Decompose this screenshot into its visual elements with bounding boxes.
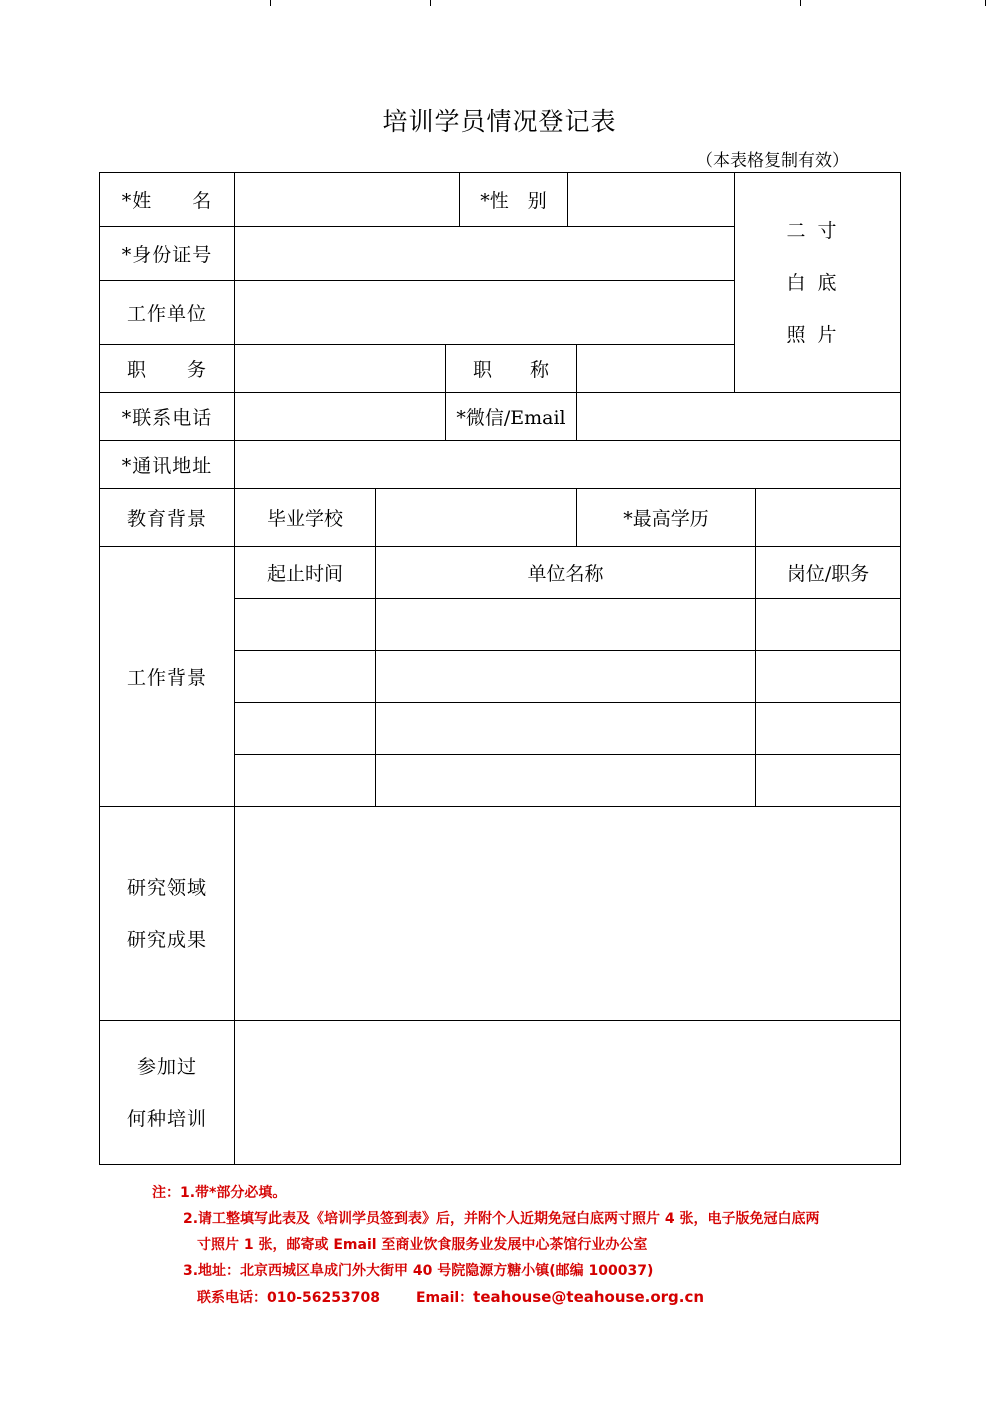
photo-text-3: 照片 — [786, 323, 849, 346]
edge-mark — [270, 0, 271, 6]
post-cell[interactable] — [756, 755, 901, 807]
position-label: 职 务 — [100, 345, 235, 393]
company-cell[interactable] — [376, 703, 756, 755]
page-top-edge — [0, 0, 999, 3]
registration-form — [99, 172, 901, 1165]
post-cell[interactable] — [756, 599, 901, 651]
photo-box[interactable] — [735, 173, 901, 393]
photo-text-2: 白底 — [786, 271, 849, 294]
post-header: 岗位/职务 — [756, 547, 901, 599]
address-field[interactable] — [235, 441, 901, 489]
edge-mark — [800, 0, 801, 6]
note-1: 注：1.带*部分必填。 — [152, 1185, 287, 1201]
note-2b: 寸照片 1 张，邮寄或 Email 至商业饮食服务业发展中心茶馆行业办公室 — [197, 1237, 648, 1253]
wechat-email-label: *微信/Email — [446, 393, 577, 441]
post-cell[interactable] — [756, 703, 901, 755]
highest-degree-label: *最高学历 — [577, 489, 756, 547]
email-label: Email： — [415, 1290, 474, 1306]
period-cell[interactable] — [235, 703, 376, 755]
note-2a: 2.请工整填写此表及《培训学员签到表》后，并附个人近期免冠白底两寸照片 4 张，电子版免冠白底两 — [183, 1211, 820, 1227]
period-cell[interactable] — [235, 755, 376, 807]
name-field[interactable] — [235, 173, 460, 227]
email-link[interactable]: teahouse@teahouse.org.cn — [473, 1288, 705, 1306]
photo-text-1: 二寸 — [786, 219, 849, 242]
period-cell[interactable] — [235, 651, 376, 703]
phone-field[interactable] — [235, 393, 446, 441]
note-3: 3.地址：北京西城区阜成门外大街甲 40 号院隐源方糖小镇(邮编 100037) — [183, 1263, 654, 1279]
company-cell[interactable] — [376, 599, 756, 651]
training-field[interactable] — [235, 1021, 901, 1165]
company-cell[interactable] — [376, 755, 756, 807]
company-cell[interactable] — [376, 651, 756, 703]
company-header: 单位名称 — [376, 547, 756, 599]
training-label-line-1: 参加过 — [136, 1055, 197, 1078]
work-unit-field[interactable] — [235, 281, 735, 345]
training-label — [100, 1021, 235, 1165]
research-field[interactable] — [235, 807, 901, 1021]
work-background-label: 工作背景 — [100, 547, 235, 807]
gender-label: *性 别 — [460, 173, 568, 227]
copy-valid-note: （本表格复制有效） — [696, 151, 849, 171]
work-unit-label: 工作单位 — [100, 281, 235, 345]
school-field[interactable] — [376, 489, 577, 547]
contact-phone: 联系电话：010-56253708 — [197, 1290, 380, 1306]
contact-line — [152, 1284, 912, 1311]
name-label: *姓 名 — [100, 173, 235, 227]
id-number-field[interactable] — [235, 227, 735, 281]
school-label: 毕业学校 — [235, 489, 376, 547]
address-label: *通讯地址 — [100, 441, 235, 489]
research-label — [100, 807, 235, 1021]
training-label-line-2: 何种培训 — [126, 1107, 207, 1130]
notes-block — [152, 1180, 912, 1311]
research-label-line-1: 研究领域 — [126, 876, 207, 899]
form-title: 培训学员情况登记表 — [382, 107, 617, 136]
period-header: 起止时间 — [235, 547, 376, 599]
id-number-label: *身份证号 — [100, 227, 235, 281]
wechat-email-field[interactable] — [577, 393, 901, 441]
education-label: 教育背景 — [100, 489, 235, 547]
research-label-line-2: 研究成果 — [126, 928, 207, 951]
title-rank-label: 职 称 — [446, 345, 577, 393]
edge-mark — [430, 0, 431, 6]
position-field[interactable] — [235, 345, 446, 393]
period-cell[interactable] — [235, 599, 376, 651]
post-cell[interactable] — [756, 651, 901, 703]
edge-mark — [985, 0, 986, 6]
gender-field[interactable] — [568, 173, 735, 227]
title-rank-field[interactable] — [577, 345, 735, 393]
phone-label: *联系电话 — [100, 393, 235, 441]
highest-degree-field[interactable] — [756, 489, 901, 547]
